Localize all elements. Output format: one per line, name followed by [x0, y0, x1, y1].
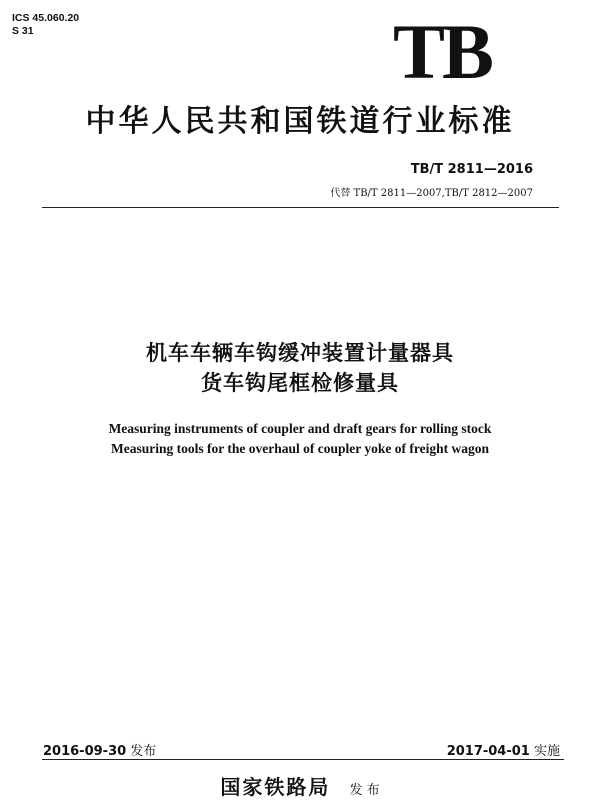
footer-divider	[42, 759, 564, 760]
issue-date-block	[43, 740, 156, 759]
classification-codes	[12, 12, 79, 38]
ccs-code: S 31	[12, 25, 34, 37]
ics-code: ICS 45.060.20	[12, 12, 80, 24]
implement-date-block	[447, 740, 560, 759]
issue-date: 2016-09-30	[43, 744, 127, 759]
title-en-line1: Measuring instruments of coupler and draft gears for rolling stock	[108, 421, 492, 436]
issuer-label: 发 布	[349, 783, 380, 798]
tb-logo: TB	[393, 8, 492, 95]
title-cn-line2: 货车钩尾框检修量具	[201, 371, 399, 395]
header-divider	[42, 207, 559, 208]
implement-date: 2017-04-01	[446, 744, 530, 759]
implement-label: 实施	[533, 744, 560, 759]
organization-heading: 中华人民共和国铁道行业标准	[85, 104, 515, 139]
replaces-note: 代替 TB/T 2811—2007,TB/T 2812—2007	[330, 188, 533, 199]
title-en-line2: Measuring tools for the overhaul of coupler yoke of freight wagon	[111, 441, 489, 456]
title-cn-line1: 机车车辆车钩缓冲装置计量器具	[146, 341, 454, 365]
standard-number: TB/T 2811—2016	[410, 162, 533, 177]
issue-label: 发布	[130, 744, 157, 759]
issuer-name: 国家铁路局	[220, 775, 331, 799]
